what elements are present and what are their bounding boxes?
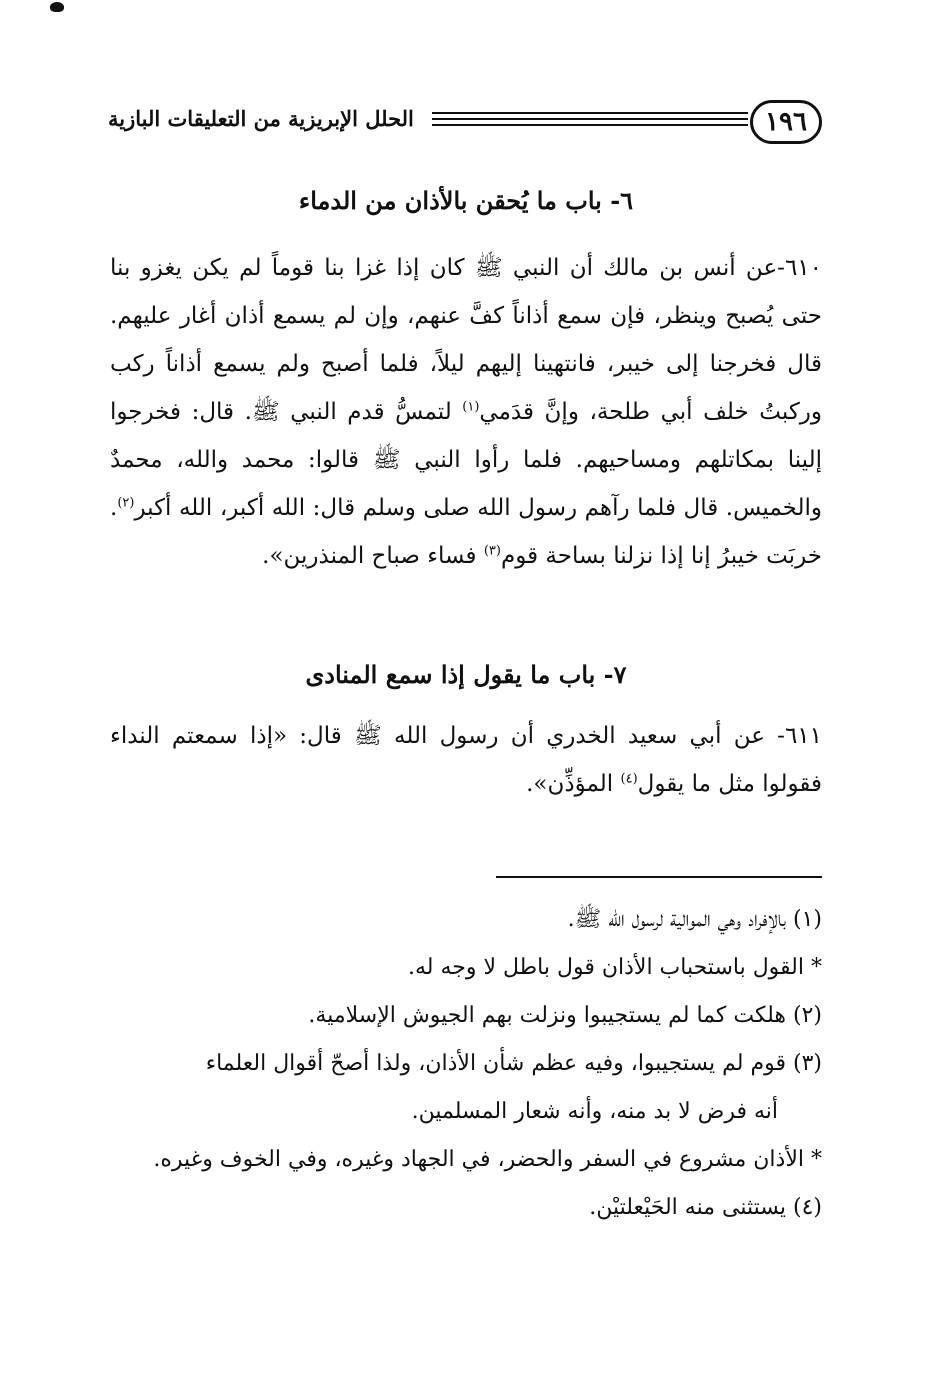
hadith-610-text-a: ٦١٠-عن أنس بن مالك أن النبي ﷺ كان إذا غزا بنا قوماً لم يكن يغزو بنا حتى يُصبح وينظر، فإن سمع أذاناً كفَّ عنهم، وإن لم يسمع أذان أغار عليهم. قال فخرجنا إلى خيبر، فانتهينا إليهم ليلاً، فلما أصبح ولم يسمع أذاناً ركب وركبتُ خلف أبي طلحة، وإنَّ قدَمي <box>110 255 822 425</box>
hadith-610-text-c: . خربَت خيبرُ إنا إذا نزلنا بساحة قوم <box>110 495 822 569</box>
chapter-heading-6: ٦- باب ما يُحقن بالأذان من الدماء <box>298 186 634 215</box>
hadith-610 <box>110 244 822 580</box>
book-title: الحلل الإبريزية من التعليقات البازية <box>108 106 414 131</box>
hadith-611 <box>110 712 822 808</box>
chapter-heading-7: ٧- باب ما يقول إذا سمع المنادى <box>305 660 627 689</box>
hadith-610-text-b: لتمسُّ قدم النبي ﷺ. قال: فخرجوا إلينا بمكاتلهم ومساحيهم. فلما رأوا النبي ﷺ قالوا: محمد والله، محمدٌ والخميس. قال فلما رآهم رسول الله صلى وسلم قال: الله أكبر، الله أكبر <box>110 399 822 521</box>
footnote-4: (٤) يستثنى منه الحَيْعلتيْن. <box>589 1195 822 1220</box>
footnote-ref-2: (٢) <box>117 495 135 511</box>
footnote-separator <box>496 876 822 878</box>
footnote-ref-1: (١) <box>462 399 480 415</box>
footnote-comment-2: * الأذان مشروع في السفر والحضر، في الجهاد وغيره، وفي الخوف وغيره. <box>153 1147 822 1172</box>
header-rule <box>432 112 748 114</box>
footnote-ref-4: (٤) <box>620 771 638 787</box>
header-rule <box>432 118 748 120</box>
corner-ink-mark <box>50 2 64 12</box>
footnote-3: (٣) قوم لم يستجيبوا، وفيه عظم شأن الأذان، ولذا أصحّ أقوال العلماء <box>205 1051 822 1076</box>
page-number: ١٩٦ <box>750 100 822 144</box>
hadith-611-text-b: المؤذِّن». <box>526 771 621 797</box>
header-rule <box>432 124 748 126</box>
footnote-2: (٢) هلكت كما لم يستجيبوا ونزلت بهم الجيوش الإسلامية. <box>308 1003 822 1028</box>
hadith-610-text-d: فساء صباح المنذرين». <box>262 543 484 569</box>
running-header <box>108 96 822 156</box>
footnotes <box>110 896 822 1232</box>
footnote-ref-3: (٣) <box>483 543 501 559</box>
hadith-611-text-a: ٦١١- عن أبي سعيد الخدري أن رسول الله ﷺ قال: «إذا سمعتم النداء فقولوا مثل ما يقول <box>110 723 822 797</box>
footnote-comment-1: * القول باستحباب الأذان قول باطل لا وجه له. <box>407 955 822 980</box>
footnote-3-continued: أنه فرض لا بد منه، وأنه شعار المسلمين. <box>411 1099 778 1124</box>
footnote-1: (١) بالإفراد وهي الموالية لرسول الله ﷺ. <box>567 907 822 932</box>
